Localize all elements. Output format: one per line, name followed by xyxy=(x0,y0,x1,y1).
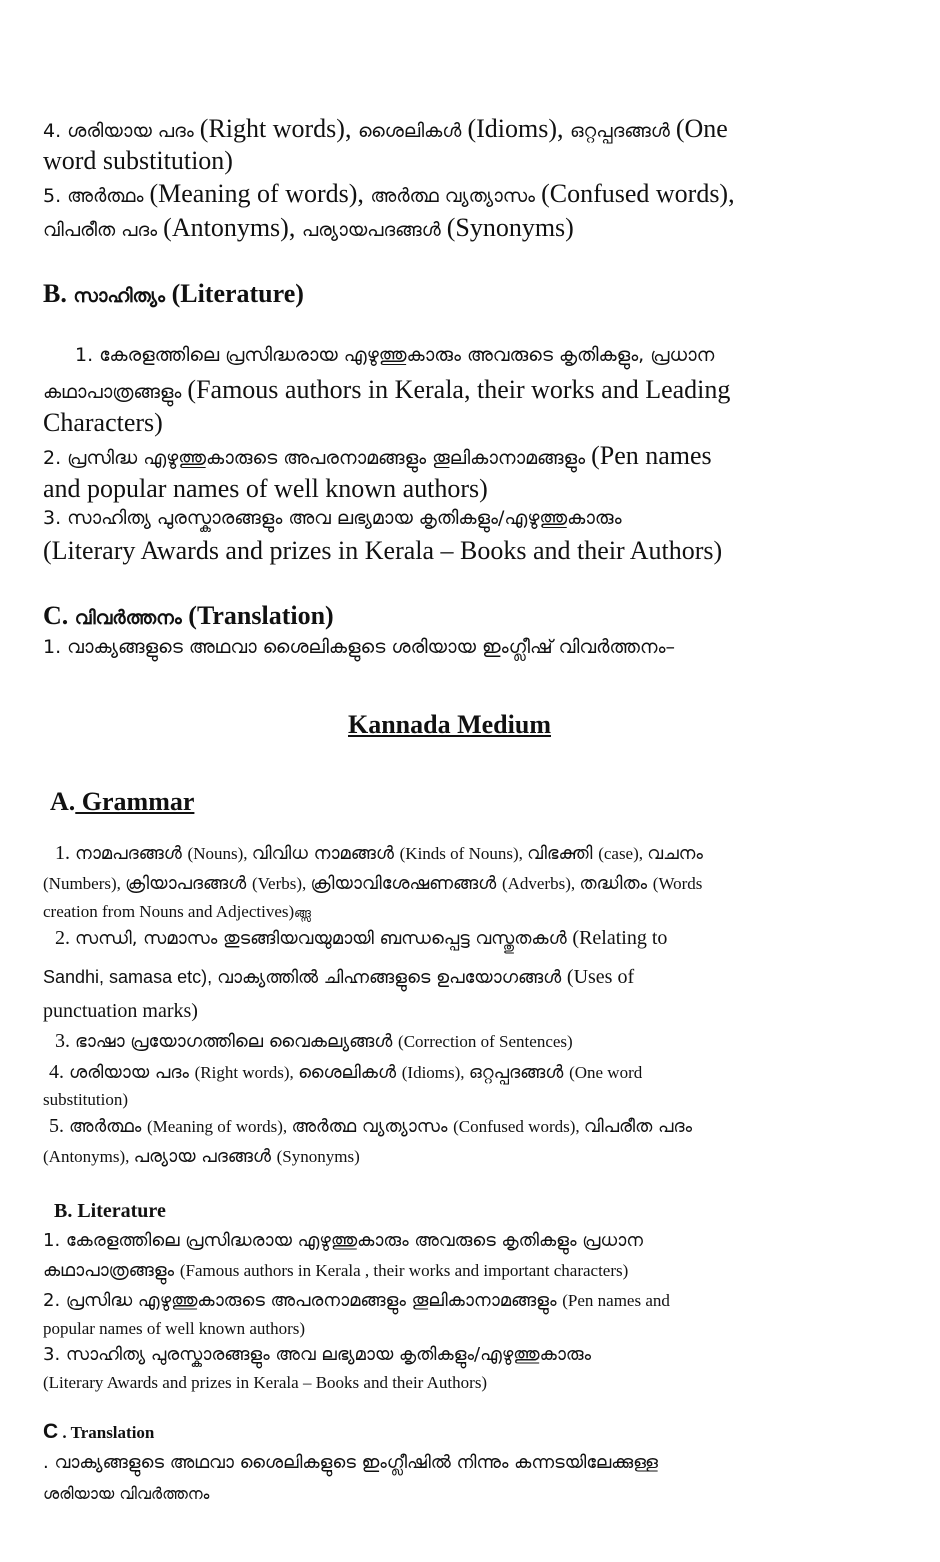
kn-lit-item-1-line-2 xyxy=(43,1260,628,1281)
ml-text: ഒറ്റപ്പദങ്ങൾ xyxy=(468,1062,570,1083)
en-text: (Meaning of words), xyxy=(149,179,371,208)
ml-text: വചനം xyxy=(647,843,703,864)
ml-text: ങ്ങ്സ xyxy=(294,906,311,920)
en-text: (Pen names xyxy=(591,441,712,470)
ml-text: വാക്യത്തിൽ ചിഹ്നങ്ങളുടെ ഉപയോഗങ്ങൾ xyxy=(217,967,567,988)
ml-text: വിഭക്തി xyxy=(527,843,599,864)
lit-item-3-line-2: (Literary Awards and prizes in Kerala – Books and their Authors) xyxy=(43,536,723,565)
en-text: (case), xyxy=(598,844,648,863)
grammar-item-1-line-2 xyxy=(43,873,702,894)
heading-prefix: C xyxy=(43,1420,59,1443)
en-text: (Antonyms), xyxy=(43,1147,134,1166)
en-text: (Correction of Sentences) xyxy=(398,1032,573,1051)
en-text: (Synonyms) xyxy=(446,213,574,242)
grammar-item-1-line-3 xyxy=(43,902,311,922)
section-c-heading xyxy=(43,601,334,631)
ml-text: വിവിധ നാമങ്ങൾ xyxy=(251,843,400,864)
en-text: (Synonyms) xyxy=(276,1147,360,1166)
en-text: 1. xyxy=(55,842,75,864)
en-text: (Numbers), xyxy=(43,874,126,893)
kn-lit-item-1-line-1: 1. കേരളത്തിലെ പ്രസിദ്ധരായ എഴുത്തുകാരും അവരുടെ കൃതികളും പ്രധാന xyxy=(43,1230,643,1251)
ml-text: ശൈലികൾ xyxy=(298,1062,402,1083)
en-text: (Words xyxy=(652,874,703,893)
en-text: (Verbs), xyxy=(251,874,311,893)
grammar-item-1-line-1 xyxy=(43,842,703,865)
ml-text: 4. ശരിയായ പദം xyxy=(43,120,200,142)
en-text: (Pen names and xyxy=(562,1291,670,1310)
en-text: (Relating to xyxy=(572,927,668,949)
en-text: (Idioms), xyxy=(401,1063,469,1082)
en-text: (One word xyxy=(569,1063,643,1082)
lit-item-2-line-2: and popular names of well known authors) xyxy=(43,474,488,503)
item-4-line-2: word substitution) xyxy=(43,146,233,175)
en-text: 4. xyxy=(49,1061,69,1083)
heading-label: Grammar xyxy=(75,787,195,816)
ml-text: ഭാഷാ പ്രയോഗത്തിലെ വൈകല്യങ്ങൾ xyxy=(75,1031,399,1052)
translation-item-1: 1. വാക്യങ്ങളുടെ അഥവാ ശൈലികളുടെ ശരിയായ ഇംഗ്ലീഷ് വിവർത്തനം– xyxy=(43,636,675,658)
en-text: (Meaning of words), xyxy=(146,1117,292,1136)
item-5-line-1 xyxy=(43,179,735,209)
ml-text: കഥാപാത്രങ്ങളും xyxy=(43,381,188,403)
literature-heading: B. Literature xyxy=(54,1200,166,1222)
item-4-line-1 xyxy=(43,114,728,144)
grammar-item-3 xyxy=(43,1030,573,1053)
translation-heading xyxy=(43,1420,154,1444)
grammar-item-4-line-1 xyxy=(43,1061,642,1084)
lit-item-1-line-2 xyxy=(43,375,730,405)
lit-item-3-line-1: 3. സാഹിത്യ പുരസ്കാരങ്ങളും അവ ലഭ്യമായ കൃതികളും/എഴുത്തുകാരും xyxy=(43,507,622,529)
en-text: (Right words), xyxy=(199,114,358,143)
en-text: (Right words), xyxy=(194,1063,299,1082)
heading-ml: സാഹിത്യം xyxy=(73,285,172,307)
ml-text: 2. പ്രസിദ്ധ എഴുത്തുകാരുടെ അപരനാമങ്ങളും തൂലികാനാമങ്ങളും xyxy=(43,1290,563,1311)
lit-item-1-line-3: Characters) xyxy=(43,408,163,437)
grammar-item-2-line-2 xyxy=(43,966,634,989)
heading-prefix: B. xyxy=(43,279,74,308)
en-text: 2. xyxy=(55,927,75,949)
en-text: (Uses of xyxy=(566,966,635,988)
en-text: (Adverbs), xyxy=(501,874,580,893)
ml-text: ഒറ്റപ്പദങ്ങൾ xyxy=(569,120,676,142)
kn-lit-item-2-line-2: popular names of well known authors) xyxy=(43,1319,306,1338)
en-text: (Antonyms), xyxy=(163,213,302,242)
en-text: Sandhi, samasa etc), xyxy=(43,967,218,987)
ml-text: അർത്ഥം xyxy=(69,1116,147,1137)
kn-lit-item-2-line-1 xyxy=(43,1290,670,1311)
heading-en: (Literature) xyxy=(171,279,304,308)
kn-lit-item-3-line-1: 3. സാഹിത്യ പുരസ്കാരങ്ങളും അവ ലഭ്യമായ കൃതികളും/എഴുത്തുകാരും xyxy=(43,1344,592,1365)
grammar-heading xyxy=(50,787,194,817)
en-text: creation from Nouns and Adjectives) xyxy=(43,902,295,921)
en-text: 5. xyxy=(49,1115,69,1137)
kn-translation-line-2: ശരിയായ വിവർത്തനം xyxy=(43,1484,210,1503)
ml-text: പര്യായപദങ്ങൾ xyxy=(301,219,447,241)
lit-item-1-line-1: 1. കേരളത്തിലെ പ്രസിദ്ധരായ എഴുത്തുകാരും അവരുടെ കൃതികളും, പ്രധാന xyxy=(75,344,715,366)
en-text: (Confused words), xyxy=(453,1117,584,1136)
ml-text: പര്യായ പദങ്ങൾ xyxy=(133,1146,277,1167)
en-text: (Idioms), xyxy=(467,114,570,143)
heading-prefix: C. xyxy=(43,601,75,630)
ml-text: വിപരീത പദം xyxy=(43,219,164,241)
ml-text: അർത്ഥ വ്യത്യാസം xyxy=(291,1116,454,1137)
grammar-item-2-line-3: punctuation marks) xyxy=(43,1000,198,1022)
ml-text: 5. അർത്ഥം xyxy=(43,185,150,207)
en-text: (Famous authors in Kerala , their works and important characters) xyxy=(179,1261,629,1280)
item-5-line-2 xyxy=(43,213,574,243)
lit-item-2-line-1 xyxy=(43,441,712,471)
en-text: (Nouns), xyxy=(187,844,252,863)
en-text: (One xyxy=(675,114,728,143)
ml-text: കഥാപാത്രങ്ങളും xyxy=(43,1260,180,1281)
grammar-item-5-line-2 xyxy=(43,1146,360,1167)
ml-text: 2. പ്രസിദ്ധ എഴുത്തുകാരുടെ അപരനാമങ്ങളും തൂലികാനാമങ്ങളും xyxy=(43,447,592,469)
ml-text: തദ്ധിതം xyxy=(579,873,653,894)
ml-text: അർത്ഥ വ്യത്യാസം xyxy=(370,185,542,207)
ml-text: ശൈലികൾ xyxy=(357,120,468,142)
ml-text: ശരിയായ പദം xyxy=(69,1062,195,1083)
en-text: 3. xyxy=(55,1030,75,1052)
grammar-item-4-line-2: substitution) xyxy=(43,1090,129,1109)
grammar-item-5-line-1 xyxy=(43,1115,692,1138)
heading-prefix: A. xyxy=(50,787,76,816)
ml-text: സന്ധി, സമാസം തുടങ്ങിയവയുമായി ബന്ധപ്പെട്ട വസ്തുതകൾ xyxy=(75,928,573,949)
en-text: (Kinds of Nouns), xyxy=(399,844,528,863)
kannada-medium-title: Kannada Medium xyxy=(348,710,551,739)
ml-text: ക്രിയാപദങ്ങൾ xyxy=(125,873,252,894)
heading-label: . Translation xyxy=(58,1423,155,1442)
kn-translation-line-1: . വാക്യങ്ങളുടെ അഥവാ ശൈലികളുടെ ഇംഗ്ലീഷിൽ നിന്നും കന്നടയിലേക്കുള്ള xyxy=(43,1452,658,1473)
ml-text: വിപരീത പദം xyxy=(583,1116,693,1137)
ml-text: ക്രിയാവിശേഷണങ്ങൾ xyxy=(310,873,502,894)
en-text: (Famous authors in Kerala, their works and Leading xyxy=(187,375,731,404)
kn-lit-item-3-line-2: (Literary Awards and prizes in Kerala – Books and their Authors) xyxy=(43,1373,488,1392)
en-text: (Confused words), xyxy=(541,179,735,208)
section-b-heading xyxy=(43,279,304,309)
heading-en: (Translation) xyxy=(188,601,334,630)
grammar-item-2-line-1 xyxy=(43,927,667,950)
heading-ml: വിവർത്തനം xyxy=(74,607,189,629)
ml-text: നാമപദങ്ങൾ xyxy=(75,843,188,864)
